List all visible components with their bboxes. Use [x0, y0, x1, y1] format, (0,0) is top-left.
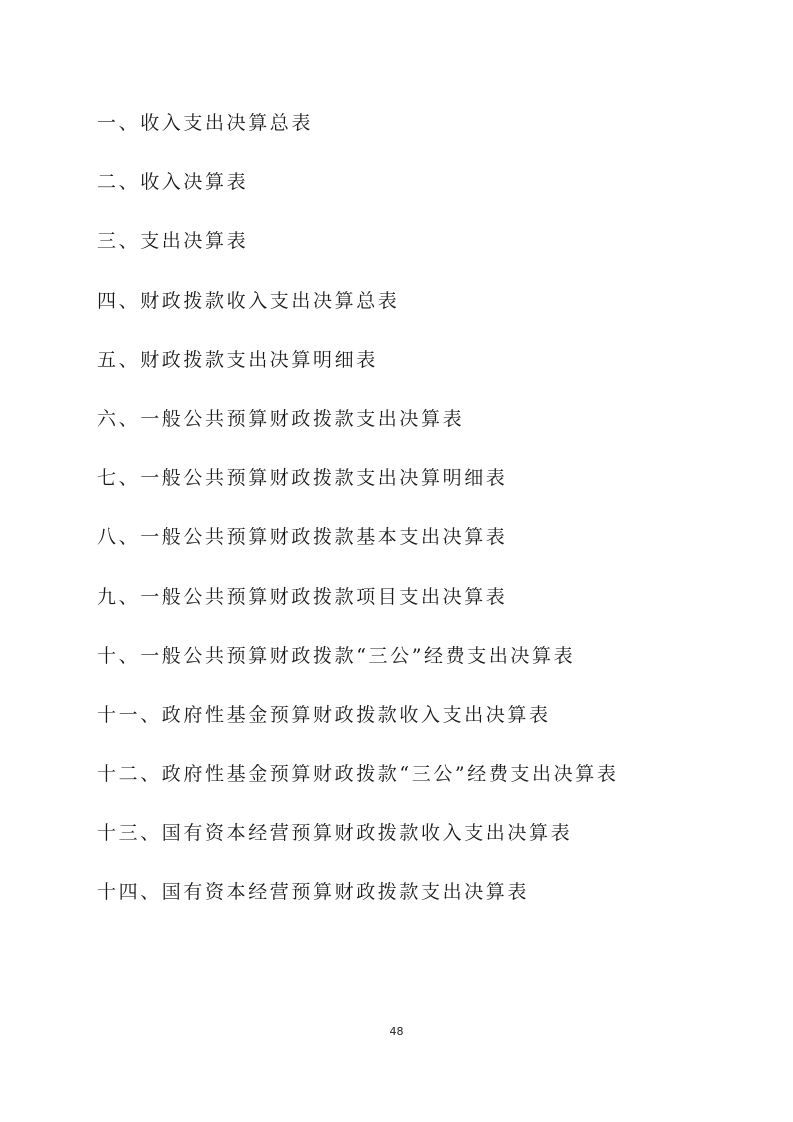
list-item: 六、一般公共预算财政拨款支出决算表	[97, 407, 465, 430]
list-item: 九、一般公共预算财政拨款项目支出决算表	[97, 585, 508, 608]
list-item: 七、一般公共预算财政拨款支出决算明细表	[97, 467, 508, 490]
list-item: 三、支出决算表	[97, 230, 249, 253]
list-item: 二、收入决算表	[97, 171, 249, 194]
list-item: 一、收入支出决算总表	[97, 112, 314, 134]
list-item: 四、财政拨款收入支出决算总表	[97, 289, 400, 312]
table-list	[97, 108, 618, 937]
list-item: 十、一般公共预算财政拨款“三公”经费支出决算表	[97, 644, 576, 667]
list-item: 八、一般公共预算财政拨款基本支出决算表	[97, 526, 508, 549]
list-item: 五、财政拨款支出决算明细表	[97, 348, 378, 371]
list-item: 十四、国有资本经营预算财政拨款支出决算表	[97, 881, 530, 904]
list-item: 十一、政府性基金预算财政拨款收入支出决算表	[97, 703, 551, 726]
page-number: 48	[389, 1025, 404, 1038]
list-item: 十三、国有资本经营预算财政拨款收入支出决算表	[97, 822, 573, 845]
list-item: 十二、政府性基金预算财政拨款“三公”经费支出决算表	[97, 763, 619, 786]
